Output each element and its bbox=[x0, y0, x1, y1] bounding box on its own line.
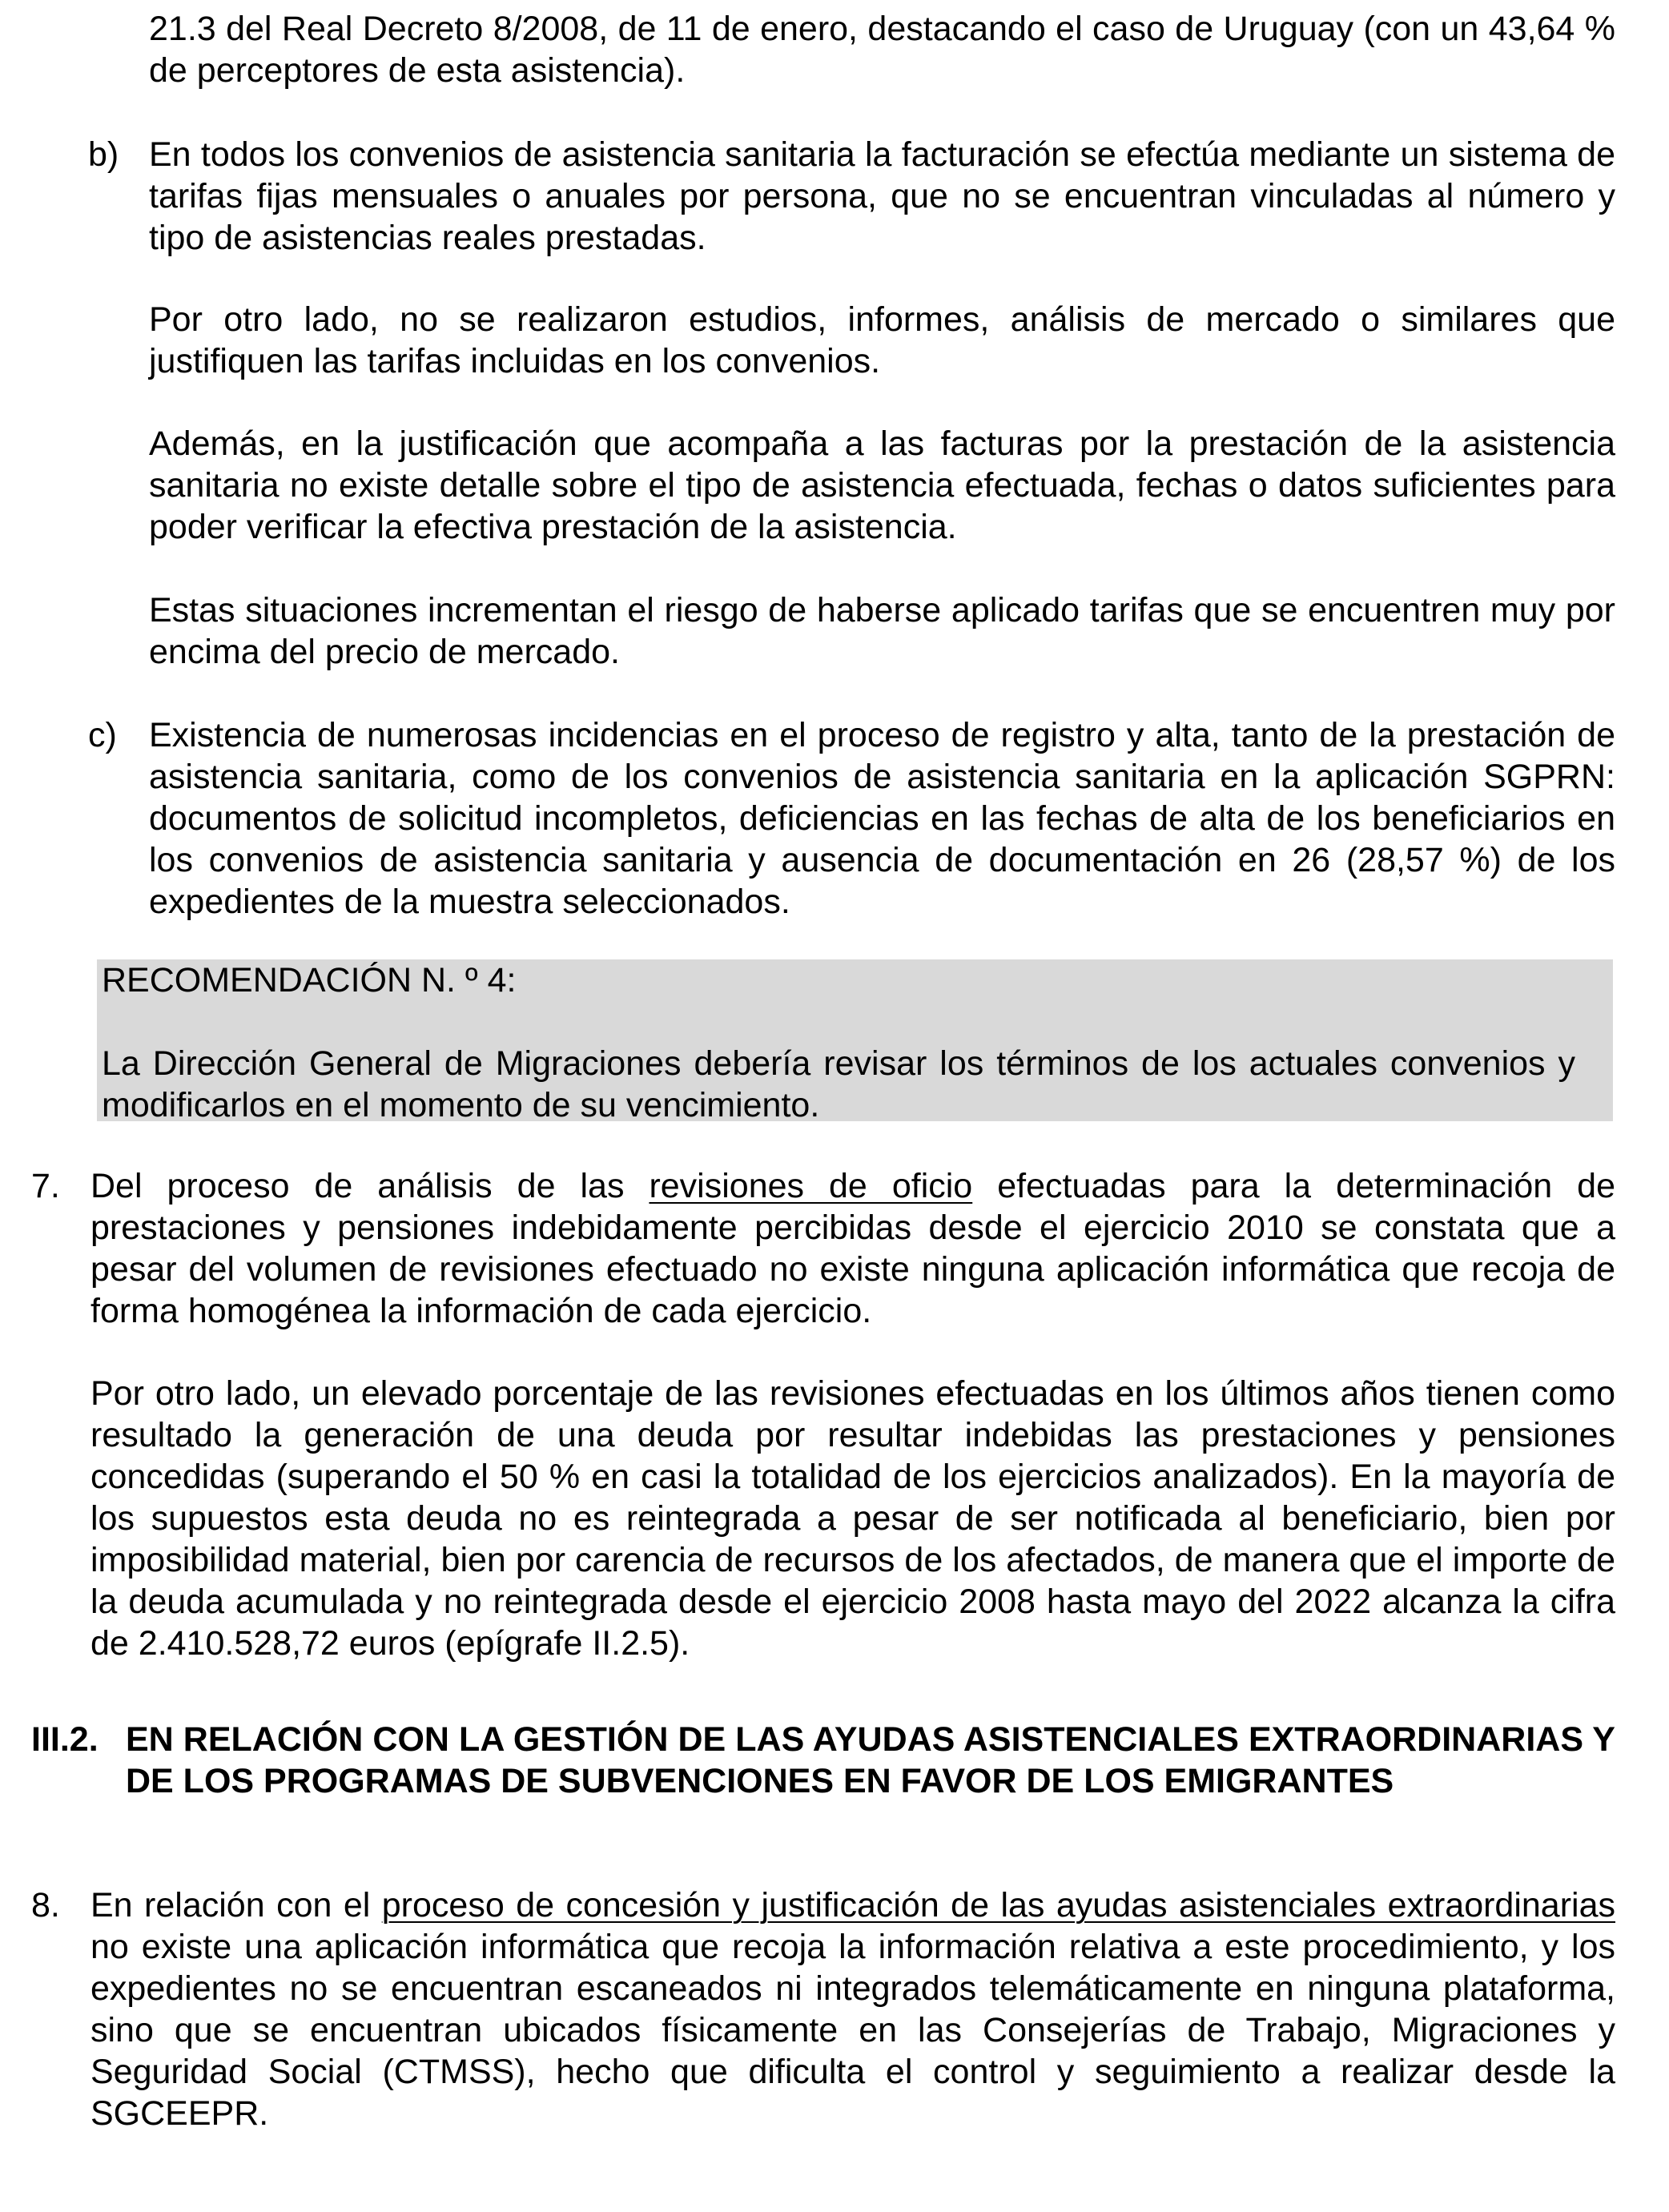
item-b-paragraph-4: Estas situaciones incrementan el riesgo de haberse aplicado tarifas que se encuentren muy por encima del precio de mercado. bbox=[149, 591, 1615, 671]
item-a-continuation: 21.3 del Real Decreto 8/2008, de 11 de enero, destacando el caso de Uruguay (con un 43,64 % de perceptores de esta asistencia). bbox=[149, 10, 1615, 90]
section-number: III.2. bbox=[31, 1720, 99, 1759]
item-7-paragraph-2: Por otro lado, un elevado porcentaje de las revisiones efectuadas en los últimos años tienen como resultado la generación de una deuda por resultar indebidas las prestaciones y pensiones concedidas (superando el 50 % en casi la totalidad de los ejercicios analizados). En la mayoría de los supuestos esta deuda no es reintegrada a pesar de ser notificada al beneficiario, bien por imposibilidad material, bien por carencia de recursos de los afectados, de manera que el importe de la deuda acumulada y no reintegrada desde el ejercicio 2008 hasta mayo del 2022 alcanza la cifra de 2.410.528,72 euros (epígrafe II.2.5). bbox=[90, 1374, 1615, 1663]
item-8-underlined-term: proceso de concesión y justificación de las ayudas asistenciales extraordinarias bbox=[381, 1886, 1616, 1924]
item-7-label: 7. bbox=[31, 1167, 60, 1205]
item-b-paragraph-1: En todos los convenios de asistencia sanitaria la facturación se efectúa mediante un sistema de tarifas fijas mensuales o anuales por persona, que no se encuentran vinculadas al número y tipo de asistencias reales prestadas. bbox=[149, 135, 1615, 257]
item-b-label: b) bbox=[88, 135, 119, 174]
item-8-text-after: no existe una aplicación informática que recoja la información relativa a este procedimiento, y los expedientes no se encuentran escaneados ni integrados telemáticamente en ninguna plataforma, sino que se encuentran ubicados físicamente en las Consejerías de Trabajo, Migraciones y Seguridad Social (CTMSS), hecho que dificulta el control y seguimiento a realizar desde la SGCEEPR. bbox=[90, 1928, 1615, 2133]
item-8-label: 8. bbox=[31, 1886, 60, 1924]
recommendation-box bbox=[97, 959, 1613, 1124]
section-heading: EN RELACIÓN CON LA GESTIÓN DE LAS AYUDAS ASISTENCIALES EXTRAORDINARIAS Y DE LOS PROGRAMAS DE SUBVENCIONES EN FAVOR DE LOS EMIGRANTES bbox=[126, 1720, 1615, 1800]
item-8-text-before: En relación con el bbox=[90, 1886, 382, 1924]
item-7-text-after: efectuadas para la determinación de prestaciones y pensiones indebidamente percibidas desde el ejercicio 2010 se constata que a pesar del volumen de revisiones efectuado no existe ninguna aplicación informática que recoja de forma homogénea la información de cada ejercicio. bbox=[90, 1167, 1615, 1330]
item-7-paragraph-1 bbox=[90, 1165, 1615, 1332]
recommendation-text: La Dirección General de Migraciones debería revisar los términos de los actuales convenios y modificarlos en el momento de su vencimiento. bbox=[102, 1044, 1575, 1124]
recommendation-title: RECOMENDACIÓN N. º 4: bbox=[102, 961, 517, 999]
item-8-paragraph bbox=[90, 1884, 1615, 2134]
item-7-text-before: Del proceso de análisis de las bbox=[90, 1167, 650, 1205]
item-7-underlined-term: revisiones de oficio bbox=[649, 1167, 973, 1205]
item-b-paragraph-3: Además, en la justificación que acompaña a las facturas por la prestación de la asistencia sanitaria no existe detalle sobre el tipo de asistencia efectuada, fechas o datos suficientes para poder verificar la efectiva prestación de la asistencia. bbox=[149, 424, 1615, 546]
item-c-paragraph: Existencia de numerosas incidencias en el proceso de registro y alta, tanto de la prestación de asistencia sanitaria, como de los convenios de asistencia sanitaria en la aplicación SGPRN: documentos de solicitud incompletos, deficiencias en las fechas de alta de los beneficiarios en los convenios de asistencia sanitaria y ausencia de documentación en 26 (28,57 %) de los expedientes de la muestra seleccionados. bbox=[149, 716, 1615, 921]
item-c-label: c) bbox=[88, 716, 117, 754]
item-b-paragraph-2: Por otro lado, no se realizaron estudios, informes, análisis de mercado o similares que justifiquen las tarifas incluidas en los convenios. bbox=[149, 300, 1615, 380]
